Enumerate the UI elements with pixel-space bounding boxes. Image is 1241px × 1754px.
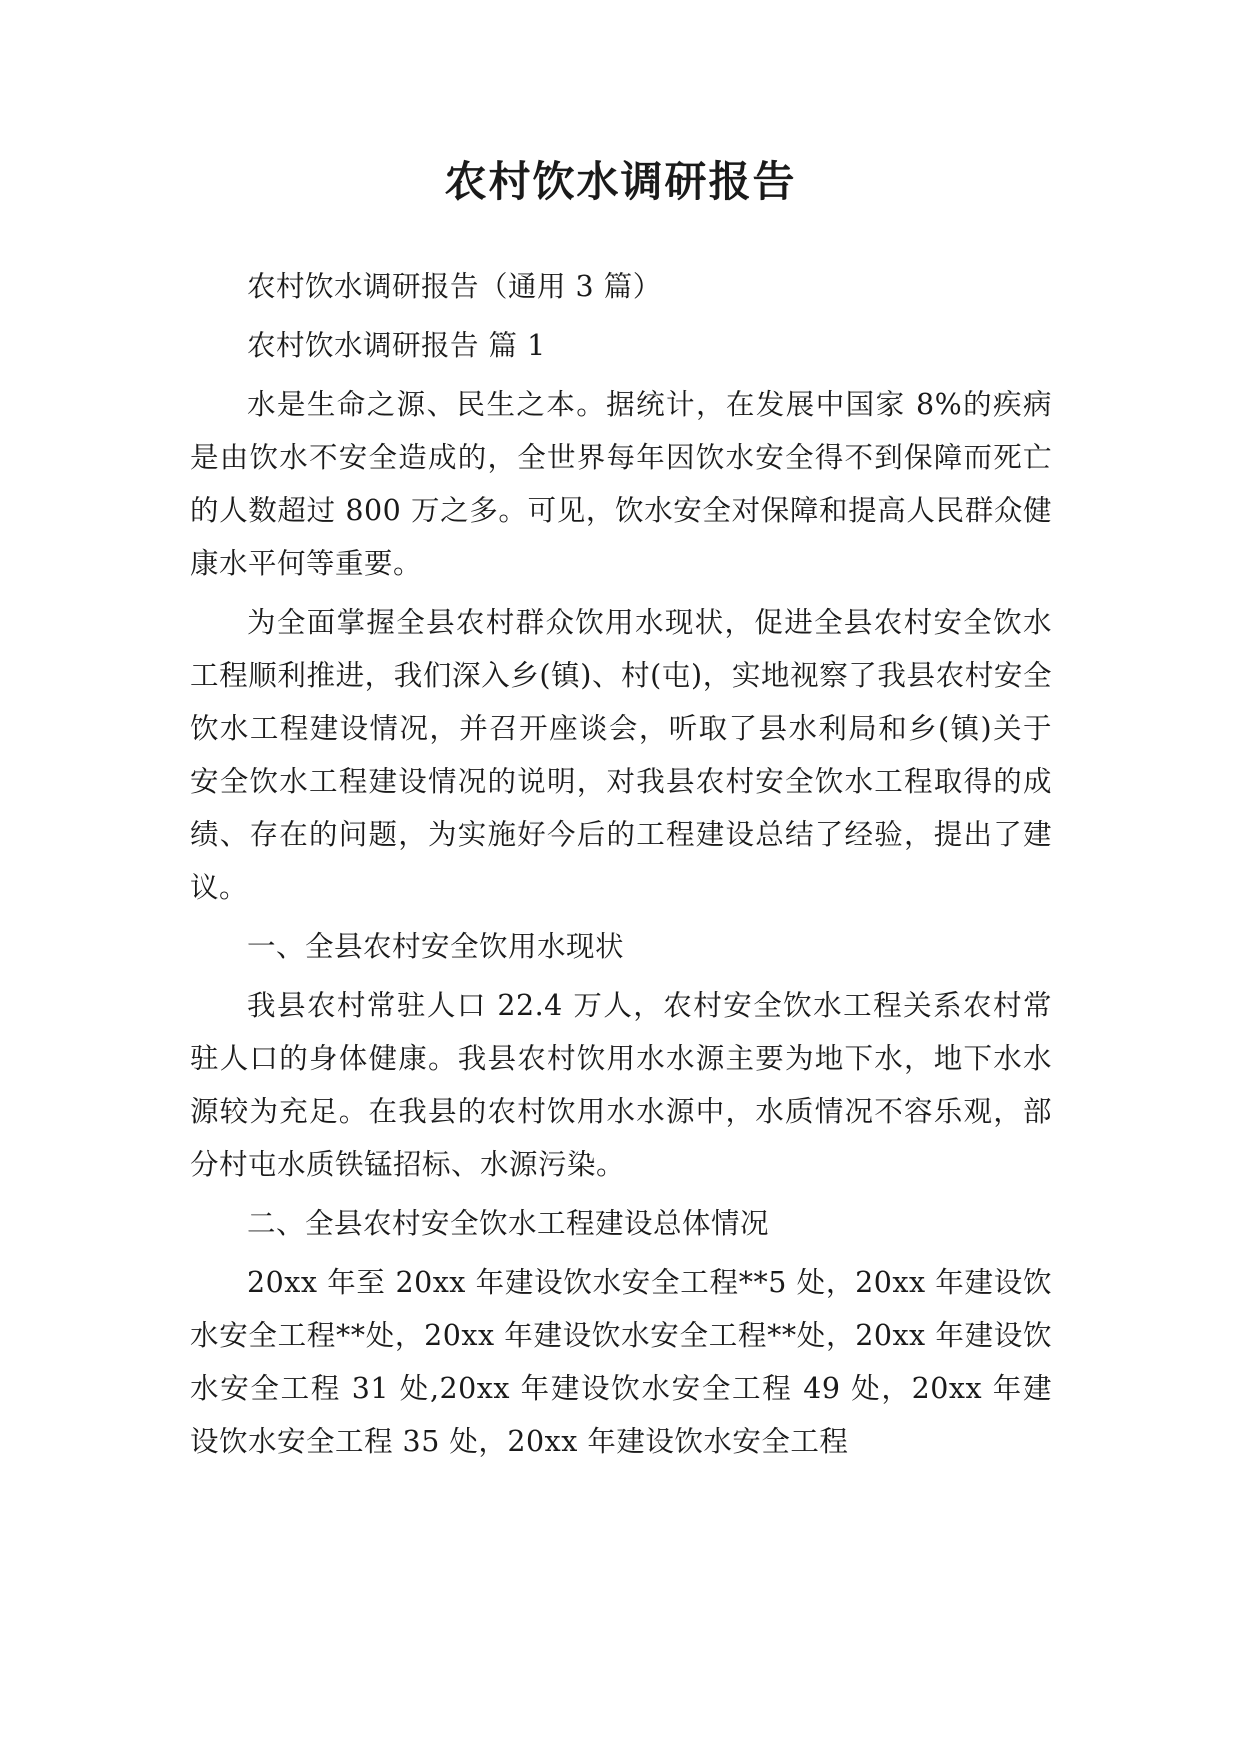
- document-title: 农村饮水调研报告: [444, 157, 797, 206]
- section-heading: 一、全县农村安全饮用水现状: [247, 930, 625, 963]
- document-body: [190, 260, 1052, 1474]
- paragraph: 水是生命之源、民生之本。据统计，在发展中国家 8%的疾病是由饮水不安全造成的，全世界每年因饮水安全得不到保障而死亡的人数超过 800 万之多。可见，饮水安全对保障和提高人民群众健康水平何等重要。: [190, 388, 1052, 580]
- section-heading: 二、全县农村安全饮水工程建设总体情况: [247, 1207, 770, 1240]
- paragraph: 20xx 年至 20xx 年建设饮水安全工程**5 处，20xx 年建设饮水安全工程**处，20xx 年建设饮水安全工程**处，20xx 年建设饮水安全工程 31 处,20xx 年建设饮水安全工程 49 处，20xx 年建设饮水安全工程 35 处，20xx 年建设饮水安全工程: [190, 1266, 1052, 1458]
- paragraph: 为全面掌握全县农村群众饮用水现状，促进全县农村安全饮水工程顺利推进，我们深入乡(镇)、村(屯)，实地视察了我县农村安全饮水工程建设情况，并召开座谈会，听取了县水利局和乡(镇)关于安全饮水工程建设情况的说明，对我县农村安全饮水工程取得的成绩、存在的问题，为实施好今后的工程建设总结了经验，提出了建议。: [190, 606, 1052, 904]
- document-subtitle: 农村饮水调研报告（通用 3 篇）: [247, 270, 662, 303]
- part-heading: 农村饮水调研报告 篇 1: [247, 329, 546, 362]
- paragraph: 我县农村常驻人口 22.4 万人，农村安全饮水工程关系农村常驻人口的身体健康。我县农村饮用水水源主要为地下水，地下水水源较为充足。在我县的农村饮用水水源中，水质情况不容乐观，部分村屯水质铁锰招标、水源污染。: [190, 989, 1052, 1181]
